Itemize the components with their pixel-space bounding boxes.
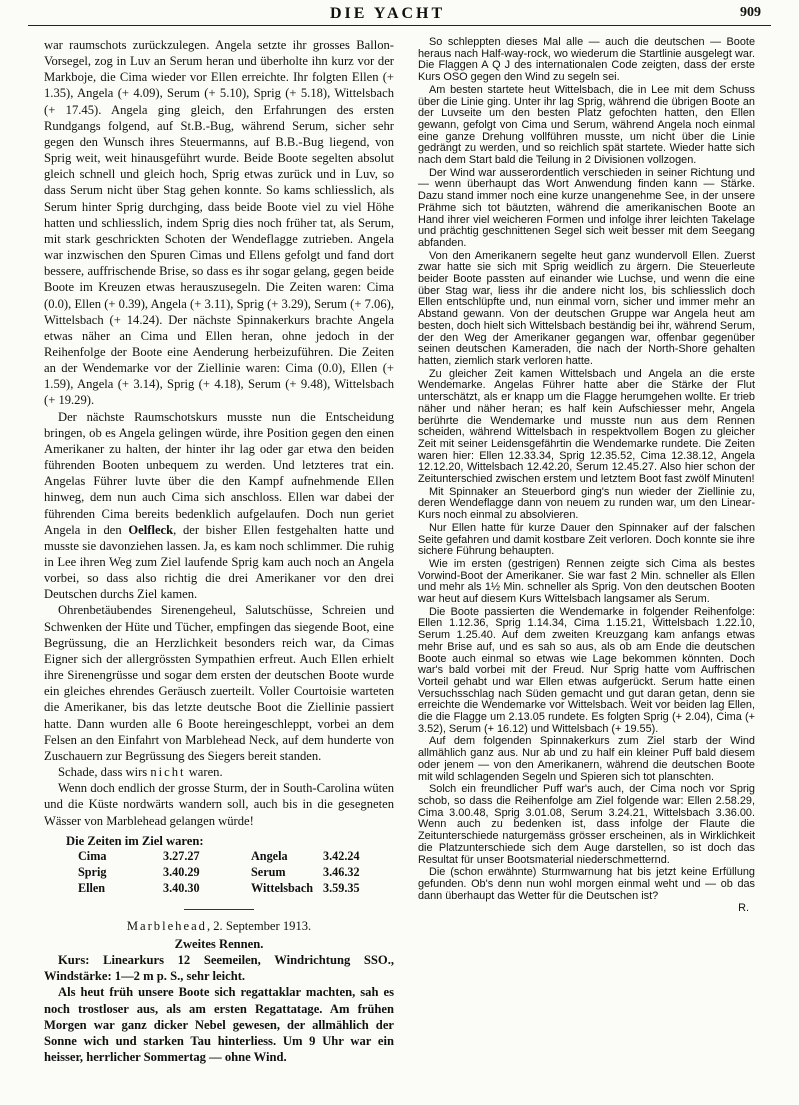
finish-time: 3.46.32 bbox=[323, 864, 360, 879]
paragraph: So schleppten dieses Mal alle — auch die deutschen — Boote heraus nach Half-way-rock, wo wiederum die Startlinie ausgelegt war. Die Flaggen A Q J des internationalen Code zeigten, dass der erste Kurs OSO gegen den Wind zu segeln sei. bbox=[418, 36, 755, 84]
finish-times-title: Die Zeiten im Ziel waren: bbox=[66, 833, 204, 848]
boat-name: Serum bbox=[251, 864, 286, 879]
boat-name: Ellen bbox=[78, 880, 106, 895]
magazine-title: DIE YACHT bbox=[330, 5, 446, 22]
right-column bbox=[418, 37, 755, 915]
spaced-emphasis: nicht bbox=[150, 765, 186, 780]
paragraph bbox=[44, 409, 394, 603]
paragraph: Ohrenbetäubendes Sirenengeheul, Salutschüsse, Schreien und Schwenken der Hüte und Tücher, empfingen das siegende Boot, eine Begrüssung, die an Herzlichkeit besonders reich war, da Cimas Eigner sich der allergrössten Sympathien erfreut. Auch Ellen erhielt ihre Sirenengrüsse und sogar dem ersten der deutschen Boote wurde ein gleiches ehrendes Geräusch zuerteilt. Voller Courtoisie warteten die Amerikaner, bis das letzte deutsche Boot die Ziellinie passiert hatte. Dann wurden alle 6 Boote hereingeschleppt, vorbei an dem Felsen an den Einfahrt von Marblehead Neck, auf dem hunderte von Zuschauern zur Begrüssung des Siegers bereit standen. bbox=[44, 603, 394, 763]
section-heading: Zweites Rennen. bbox=[174, 936, 264, 951]
table-row bbox=[78, 881, 360, 897]
text-run: Der nächste Raumschotskurs musste nun die Entscheidung bringen, ob es Angela gelingen würde, ihre Position gegen den einen Amerikaner zu halten, der hinter ihr lag oder gar etwa den beiden führenden Booten unbequem zu werden. Und letzteres trat ein. Angelas Führer luvte über die den Kampf aufnehmende Ellen hinweg, dem nun auch Cima sich anschloss. Ellen war dabei der führenden Cima bereits bedenklich aufgelaufen. Doch nun geriet Angela in den bbox=[44, 409, 394, 537]
bold-term: Oelfleck bbox=[128, 522, 174, 537]
author-signature: R. bbox=[738, 902, 749, 915]
dateline bbox=[44, 918, 394, 934]
page-header bbox=[0, 3, 799, 25]
paragraph: Als heut früh unsere Boote sich regattaklar machten, sah es noch trostloser aus, als am ersten Regattatage. Am frühen Morgen war ganz dicker Nebel gewesen, der allmählich der Sonne wich und starken Tau hinterliess. Um 9 Uhr war ein heisser, herrlicher Sommertag — ohne Wind. bbox=[44, 985, 394, 1065]
table-row bbox=[78, 849, 360, 865]
dateline-place: Marblehead bbox=[126, 918, 207, 933]
paragraph: Die (schon erwähnte) Sturmwarnung hat bis jetzt keine Erfüllung gefunden. Ob's denn nun wohl morgen einmal weht und — ob das dann überhaupt das Wetter für die Deutschen ist? bbox=[418, 866, 755, 902]
finish-time: 3.40.30 bbox=[163, 880, 200, 895]
paragraph: Am besten startete heut Wittelsbach, die in Lee mit dem Schuss über die Linie ging. Unter ihr lag Sprig, während die übrigen Boote an der Luvseite um den besten Platz gefochten hatten, den Ellen gewann, gefolgt von Cima und Serum, während Angela noch einmal eine ganze Drehung vollführen musste, um nicht über die Linie gedrängt zu werden, und so reichlich spät startete. Wieder hatte sich nach dem Start bald die Teilung in 2 Divisionen vollzogen. bbox=[418, 83, 755, 167]
paragraph: Nur Ellen hatte für kurze Dauer den Spinnaker auf der falschen Seite gefahren und damit kostbare Zeit verloren. Doch konnte sie ihre sichere Führung behaupten. bbox=[418, 521, 755, 558]
section-divider bbox=[184, 909, 254, 910]
finish-time: 3.40.29 bbox=[163, 864, 200, 879]
left-column bbox=[44, 37, 394, 1065]
paragraph: war raumschots zurückzulegen. Angela setzte ihr grosses Ballon-Vorsegel, zog in Luv an Serum heran und überholte ihn kurz vor der Markboje, die Cima wieder vor Ellen erreichte. Ihr folgten Ellen (+ 1.35), Angela (+ 4.09), Serum (+ 5.10), Sprig (+ 5.18), Wittelsbach (+ 17.45). Angela ging gleich, den Erfahrungen des ersten Rundgangs folgend, auf St.B.-Bug, während Serum, sicher sehr gegen den Wunsch ihres Steuermanns, auf B.B.-Bug liegend, von Sprig weit, weit hinausgeführt wurde. Beide Boote segelten absolut gleich schnell und gleich hoch, Sprig etwas zurück und in Luv, so dass Serum nicht über Stag gehen konnte. So kams schliesslich, als Serum hinter Sprig durchging, dass beide Boote viel zu viel Höhe hatten und schliesslich, indem Sprig dies noch früher tat, als Serum, mit stark geschrickten Schoten der Wendeflagge zutrieben. Angela war inzwischen den Spuren Cimas und Ellens gefolgt und fand dort bessere, auffrischende Brise, so dass es ihr sogar gelang, gegen beide Boote im Kreuzen etwas herauszusegeln. Die Zeiten waren: Cima (0.0), Ellen (+ 0.39), Angela (+ 3.11), Sprig (+ 3.29), Serum (+ 7.06), Wittelsbach (+ 14.24). Der nächste Spinnakerkurs brachte Angela etwas näher an Cima und Ellen heran, ohne jedoch in der Reihenfolge der Boote eine Aenderung herbeizuführen. Die Zeiten an der Wendemarke vor der Ziellinie waren: Cima (0.0), Ellen (+ 1.59), Angela (+ 3.14), Sprig (+ 4.18), Serum (+ 9.48), Wittelsbach (+ 19.29). bbox=[44, 38, 394, 408]
boat-name: Angela bbox=[251, 848, 288, 863]
paragraph: Von den Amerikanern segelte heut ganz wundervoll Ellen. Zuerst zwar hatte sie sich mit Sprig weidlich zu ärgern. Die Steuerleute beider Boote passten auf einander wie Luchse, und wenn die eine über Stag war, liess ihr die andere nicht los, bis schliesslich doch Ellen entschlüpfte und, nun einmal vorn, sicher und immer mehr an Abstand gewann. Von der deutschen Gruppe war Angela heut am besten, doch hielt sich Wittelsbach beständig bei ihr, während Serum, der den Weg der Amerikaner gegangen war, offenbar gegenüber seinen deutschen Kameraden, die nach der North-Shore gehalten hatten, ziemlich stark verloren hatte. bbox=[418, 249, 755, 367]
paragraph bbox=[44, 764, 394, 780]
paragraph: Solch ein freundlicher Puff war's auch, der Cima noch vor Sprig schob, so dass die Reihenfolge am Ziel folgende war: Ellen 2.58.29, Cima 3.00.48, Sprig 3.01.08, Serum 3.24.21, Wittelsbach 3.36.00. Wenn auch zu bedenken ist, dass infolge der Flaute die Zeitunterschiede naturgemäss grösser erscheinen, als in Wirklichkeit die Platzunterschiede sich dem Auge darstellen, so ist doch das Resultat für unser Bootsmaterial niederschmetternd. bbox=[418, 783, 755, 866]
boat-name: Cima bbox=[78, 848, 107, 863]
header-rule bbox=[28, 25, 771, 26]
text-run: Schade, dass wirs bbox=[58, 765, 148, 780]
finish-times-table bbox=[78, 849, 360, 897]
paragraph: Auf dem folgenden Spinnakerkurs zum Ziel starb der Wind allmählich ganz aus. Nur ab und zu half ein kleiner Puff bald diesem oder jenem — von den Amerikanern, während die deutschen Boote mit wild schlagenden Segeln und Spieren sich tot planschten. bbox=[418, 735, 755, 783]
paragraph: Zu gleicher Zeit kamen Wittelsbach und Angela an die erste Wendemarke. Angelas Führer hatte aber die Stärke der Flut unterschätzt, als er knapp um die Flagge herumgehen wollte. Er trieb näher und näher heran; es half kein Aufschiesser mehr, Angela berührte die Wendemarke und musste nun aus dem Rennen scheiden, während Wittelsbach in respektvollem Bogen zu gleicher Zeit mit seiner Leidensgefährtin die Wendemarke rundete. Die Zeiten waren hier: Ellen 12.33.34, Sprig 12.35.52, Cima 12.38.12, Angela 12.12.20, Wittelsbach 12.42.20, Serum 12.45.27. Also hier schon der Zeitunterschied zwischen erstem und letztem Boot fast zwölf Minuten! bbox=[418, 367, 755, 486]
finish-time: 3.59.35 bbox=[323, 880, 360, 895]
paragraph: Der Wind war ausserordentlich verschieden in seiner Richtung und — wenn überhaupt das Wort Anwendung finden kann — Stärke. Dazu stand immer noch eine kurze unangenehme See, in der unsere Prähme sich tot bäutzten, während die amerikanischen Boote an Hand ihrer viel weicheren Formen und infolge ihrer leichten Takelage und prächtig geschnittenen Segel sich weit besser mit dem Seegang abfanden. bbox=[418, 166, 755, 249]
text-run: , der bisher Ellen festgehalten hatte und musste sie davonziehen lassen. Ja, es kam noch schlimmer. Die ruhig in Lee ihren Weg zum Ziel laufende Sprig kam auch noch an Angela vorbei, so dass also richtig die drei Amerikaner vor den drei Deutschen durchs Ziel kamen. bbox=[44, 522, 394, 602]
boat-name: Sprig bbox=[78, 864, 107, 879]
boat-name: Wittelsbach bbox=[251, 880, 314, 895]
paragraph: Wie im ersten (gestrigen) Rennen zeigte sich Cima als bestes Vorwind-Boot der Amerikaner. Sie war fast 2 Min. schneller als Ellen und mehr als 1½ Min. schneller als Sprig. Von den deutschen Booten war heut auf diesem Kurs Wittelsbach langsamer als Serum. bbox=[418, 557, 755, 606]
finish-time: 3.27.27 bbox=[163, 848, 200, 863]
course-info: Kurs: Linearkurs 12 Seemeilen, Windrichtung SSO., Windstärke: 1—2 m p. S., sehr leicht. bbox=[44, 953, 394, 984]
page-number: 909 bbox=[740, 5, 761, 20]
paragraph: Wenn doch endlich der grosse Sturm, der in South-Carolina wüten und die Küste nordwärts wandern soll, auch bis in die gesegneten Wässer von Marblehead gelangen würde! bbox=[44, 781, 394, 828]
paragraph: Mit Spinnaker an Steuerbord ging's nun wieder der Ziellinie zu, deren Wendeflagge dann von neuem zu runden war, um den Linear-Kurs noch einmal zu absolvieren. bbox=[418, 485, 755, 522]
dateline-date: , 2. September 1913. bbox=[206, 918, 312, 933]
paragraph: Die Boote passierten die Wendemarke in folgender Reihenfolge: Ellen 1.12.36, Sprig 1.14.34, Cima 1.15.21, Wittelsbach 1.22.10, Serum 1.25.40. Auf dem zweiten Kreuzgang kam anfangs etwas mehr Brise auf, und es sah so aus, als ob am Ende die deutschen Boote auch einmal so etwas wie Lage bekommen könnten. Doch war's bald vorbei mit der Freud. Nur Sprig hatte vom Auffrischen Vorteil gehabt und war Ellen etwas aufgerückt. Serum hatte einen Versuchsschlag nach Süden gemacht und gut daran getan, denn sie erreichte die Wendemarke vor Wittelsbach. Weit vor beiden lag Ellen, die die Flagge um 2.13.05 rundete. Es folgten Sprig (+ 2.04), Cima (+ 3.52), Serum (+ 16.12) und Wittelsbach (+ 19.55). bbox=[418, 605, 755, 735]
finish-time: 3.42.24 bbox=[323, 848, 360, 863]
text-run: waren. bbox=[188, 765, 223, 780]
table-row bbox=[78, 865, 360, 881]
